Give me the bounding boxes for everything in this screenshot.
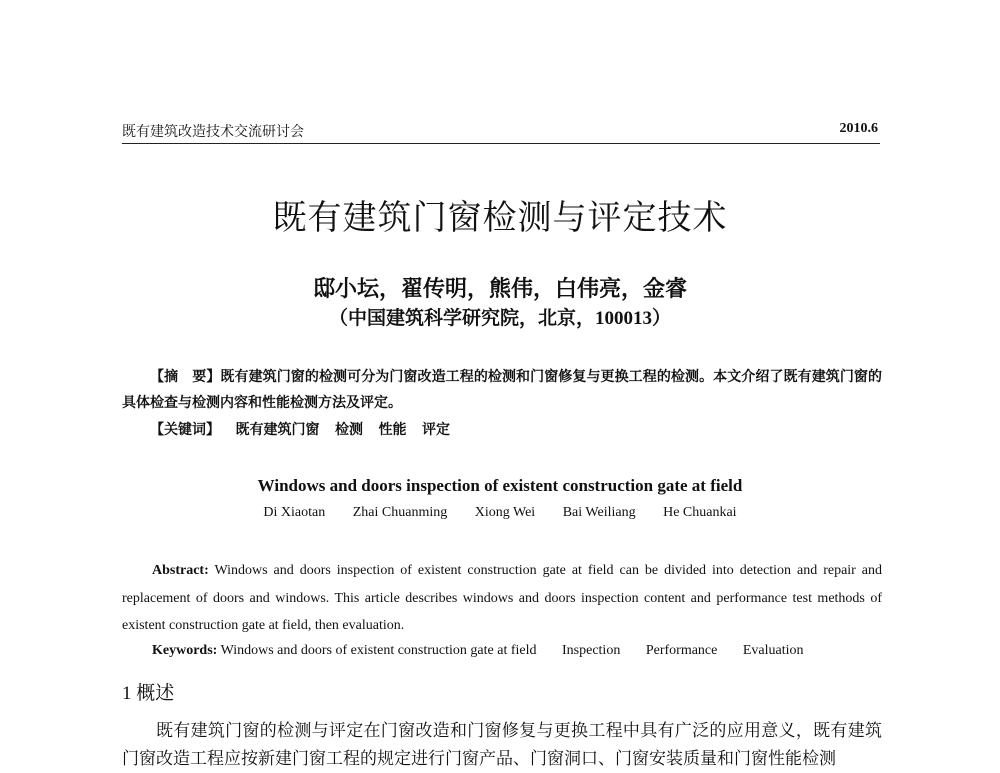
running-header-date: 2010.6 bbox=[839, 121, 878, 136]
running-header-journal: 既有建筑改造技术交流研讨会 bbox=[122, 125, 304, 140]
author-name: He Chuankai bbox=[663, 505, 737, 520]
keyword: Inspection bbox=[562, 643, 621, 658]
author-name: Zhai Chuanming bbox=[352, 505, 448, 520]
keyword: 评定 bbox=[422, 423, 450, 438]
paper-title: 既有建筑门窗检测与评定技术 bbox=[272, 200, 728, 237]
section-heading: 1 概述 bbox=[122, 683, 175, 704]
keywords-label: 【关键词】 bbox=[150, 423, 220, 438]
chinese-keywords bbox=[150, 419, 462, 439]
keyword: 既有建筑门窗 bbox=[235, 423, 320, 438]
authors: 邸小坛，翟传明，熊伟，白伟亮，金睿 bbox=[312, 276, 687, 301]
keyword: Windows and doors of existent construction gate at field bbox=[220, 643, 537, 658]
keywords-label: Keywords: bbox=[152, 643, 218, 658]
body-paragraph: 既有建筑门窗的检测与评定在门窗改造和门窗修复与更换工程中具有广泛的应用意义，既有建筑门窗改造工程应按新建门窗工程的规定进行门窗产品、门窗洞口、门窗安装质量和门窗性能检测 bbox=[122, 721, 882, 768]
abstract-label: Abstract: bbox=[152, 563, 209, 578]
keyword: 检测 bbox=[335, 423, 363, 438]
author-name: Di Xiaotan bbox=[263, 505, 326, 520]
english-abstract bbox=[122, 557, 882, 640]
abstract-text: Windows and doors inspection of existent construction gate at field can be divided into detection and repair and replacement of doors and windows. This article describes windows and doors inspection content and performance test methods of existent construction gate at field, then evaluation. bbox=[122, 563, 883, 633]
english-title: Windows and doors inspection of existent construction gate at field bbox=[257, 476, 743, 495]
keyword: Evaluation bbox=[742, 643, 804, 658]
author-name: Bai Weiliang bbox=[562, 505, 636, 520]
abstract-label: 【摘 要】 bbox=[150, 370, 221, 385]
header-rule bbox=[122, 143, 880, 144]
abstract-text: 既有建筑门窗的检测可分为门窗改造工程的检测和门窗修复与更换工程的检测。本文介绍了既有建筑门窗的具体检查与检测内容和性能检测方法及评定。 bbox=[122, 370, 883, 411]
english-authors bbox=[0, 505, 1000, 521]
author-name: Xiong Wei bbox=[474, 505, 536, 520]
english-keywords bbox=[152, 643, 826, 659]
keyword: Performance bbox=[645, 643, 718, 658]
chinese-abstract bbox=[122, 365, 882, 417]
keyword: 性能 bbox=[378, 423, 407, 438]
affiliation: （中国建筑科学研究院，北京，100013） bbox=[328, 308, 671, 329]
